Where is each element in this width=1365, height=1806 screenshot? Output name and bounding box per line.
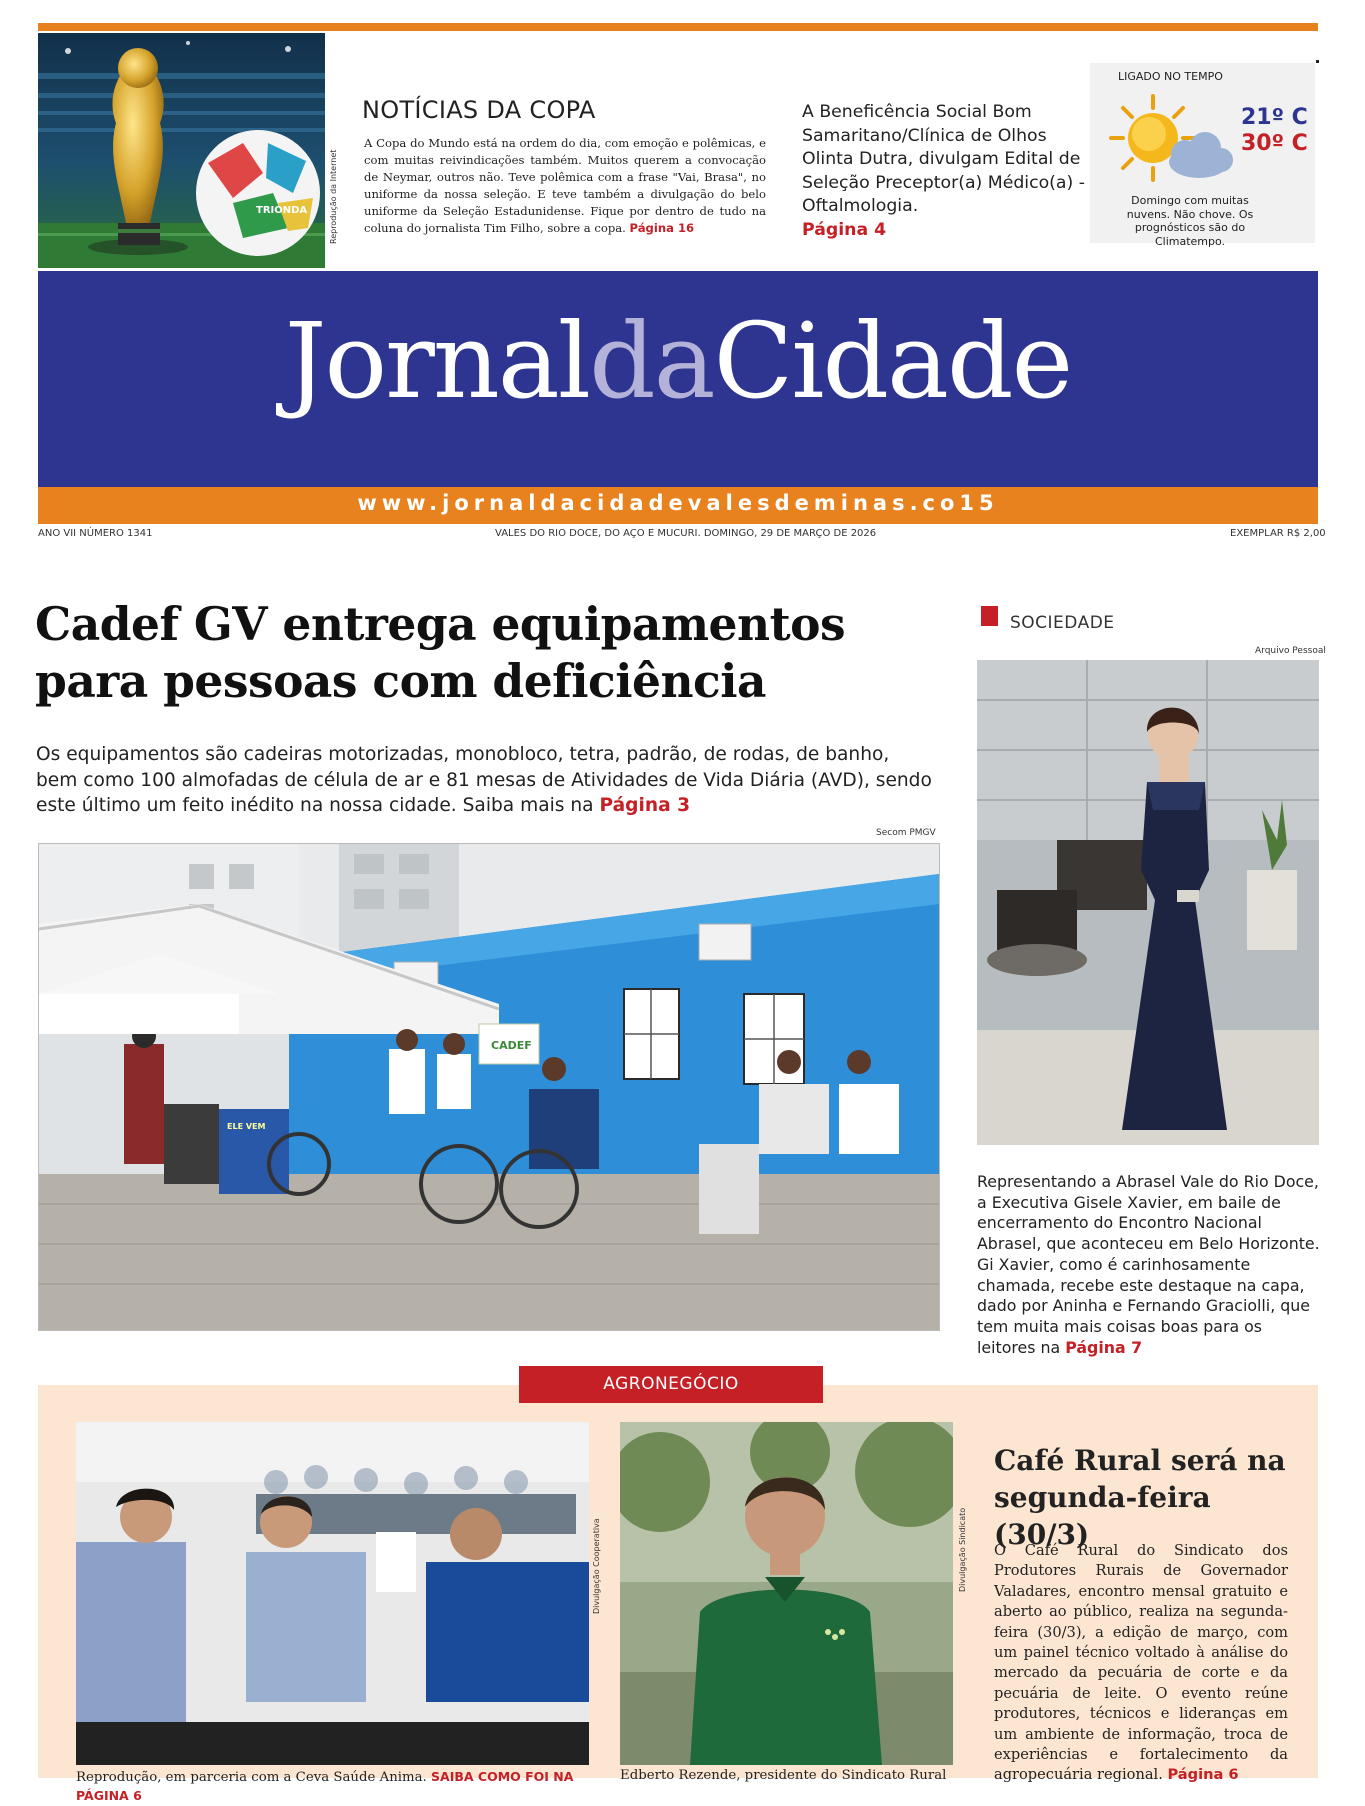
svg-text:TRIONDA: TRIONDA [256, 205, 308, 216]
price: EXEMPLAR R$ 2,00 [1230, 528, 1326, 539]
sociedade-caption-text: Representando a Abrasel Vale do Rio Doce, a Executiva Gisele Xavier, em baile de encerramento do Encontro Nacional Abrasel, que aconteceu em Belo Horizonte. Gi Xavier, como é carinhosamente chamada, recebe este destaque na capa, dado por Aninha e Fernando Graciolli, que tem muita mais coisas boas para os leitores na [977, 1172, 1320, 1357]
benef-body: A Beneficência Social Bom Samaritano/Clínica de Olhos Olinta Dutra, divulgam Edital de Seleção Preceptor(a) Médico(a) - Oftalmologia. [802, 102, 1085, 216]
main-photo-credit: Secom PMGV [876, 828, 936, 838]
newspaper-title [38, 300, 1318, 422]
sociedade-marker [981, 606, 998, 626]
caption1-link[interactable]: SAIBA COMO FOI NA PÁGINA 6 [76, 1769, 574, 1803]
beneficencia-notice [802, 101, 1092, 242]
weather-note: Domingo com muitas nuvens. Não chove. Os prognósticos são do Climatempo. [1126, 194, 1254, 248]
edberto-rezende-photo [620, 1422, 953, 1765]
agronegocio-tab: AGRONEGÓCIO [519, 1366, 823, 1403]
benef-page-link[interactable]: Página 4 [802, 219, 887, 240]
website-url[interactable]: www.jornaldacidadevalesdeminas.co15 [357, 491, 999, 515]
cafe-rural-body [994, 1541, 1288, 1786]
edberto-caption: Edberto Rezende, presidente do Sindicato Rural [620, 1768, 947, 1783]
svg-text:ELE VEM: ELE VEM [227, 1122, 266, 1131]
sociedade-page-link[interactable]: Página 7 [1065, 1337, 1143, 1357]
lead-page-link[interactable]: Página 3 [599, 795, 691, 816]
main-headline[interactable]: Cadef GV entrega equipamentos para pessoas com deficiência [35, 597, 846, 708]
sun-cloud-icon [1107, 92, 1235, 188]
cafe-page-link[interactable]: Página 6 [1167, 1766, 1239, 1784]
world-cup-trophy-photo [38, 33, 325, 268]
title-da: da [589, 300, 714, 422]
main-lead [36, 742, 936, 819]
dateline: VALES DO RIO DOCE, DO AÇO E MUCURI. DOMINGO, 29 DE MARÇO DE 2026 [495, 528, 877, 539]
gisele-xavier-photo [977, 660, 1319, 1145]
cadef-event-photo [38, 843, 940, 1331]
title-cidade: Cidade [713, 300, 1072, 422]
copa-section-title: NOTÍCIAS DA COPA [362, 96, 596, 124]
photo2-credit: Divulgação Sindicato [958, 1507, 967, 1592]
photo1-credit: Divulgação Cooperativa [592, 1518, 601, 1614]
copa-page-link[interactable]: Página 16 [629, 221, 695, 235]
cadef-sign-text: CADEF [491, 1039, 532, 1052]
sociedade-photo-credit: Arquivo Pessoal [1255, 646, 1326, 656]
temperature-max: 30º C [1241, 131, 1308, 156]
cafe-body-text: O Café Rural do Sindicato dos Produtores Rurais de Governador Valadares, encontro mensal gratuito e aberto ao público, realiza na segunda-feira (30/3), a edição de março, com um painel técnico voltado à análise do mercado da pecuária de corte e da pecuária de leite. O evento reúne produtores, técnicos e lideranças em um ambiente de informação, troca de experiências e fortalecimento da agropecuária regional. [994, 1542, 1288, 1784]
workshop-photo [76, 1422, 589, 1765]
edition-number: ANO VII NÚMERO 1341 [38, 528, 153, 539]
sociedade-label: SOCIEDADE [1010, 613, 1115, 633]
lead-text: Os equipamentos são cadeiras motorizadas, monobloco, tetra, padrão, de rodas, de banho, bem como 100 almofadas de célula de ar e 81 mesas de Atividades de Vida Diária (AVD), sendo este último um feito inédito na nossa cidade. Saiba mais na [36, 744, 932, 816]
top-orange-rule [38, 23, 1318, 31]
copa-body-text [364, 135, 766, 237]
workshop-caption [76, 1732, 596, 1806]
cafe-rural-headline[interactable]: Café Rural será na segunda-feira (30/3) [994, 1444, 1286, 1551]
corner-mark [1316, 60, 1319, 63]
title-jornal: Jornal [284, 300, 590, 422]
copa-body: A Copa do Mundo está na ordem do dia, com emoção e polêmicas, e com muitas reivindicações também. Muitos querem a convocação de Neymar, outros não. Teve polêmica com a frase "Vai, Brasa", no uniforme da nossa seleção. E teve também a divulgação do belo uniforme da Seleção Estadunidense. Fique por dentro de tudo na coluna do jornalista Tim Filho, sobre a copa. [364, 136, 766, 235]
caption1-text: Na última terça-feira (24/3) a Cooperativa Agropecuária Vale do Rio Doce, por meio do Armazém da Cooperativa, promoveu o Workshop de Reprodução, em parceria com a Ceva Saúde Anima. [76, 1733, 579, 1785]
masthead [38, 271, 1318, 487]
temperature-min: 21º C [1241, 105, 1308, 130]
cup-photo-credit: Reprodução da Internet [329, 149, 338, 244]
url-bar [38, 487, 1318, 524]
weather-label: LIGADO NO TEMPO [1118, 70, 1223, 83]
sociedade-caption [977, 1172, 1322, 1358]
